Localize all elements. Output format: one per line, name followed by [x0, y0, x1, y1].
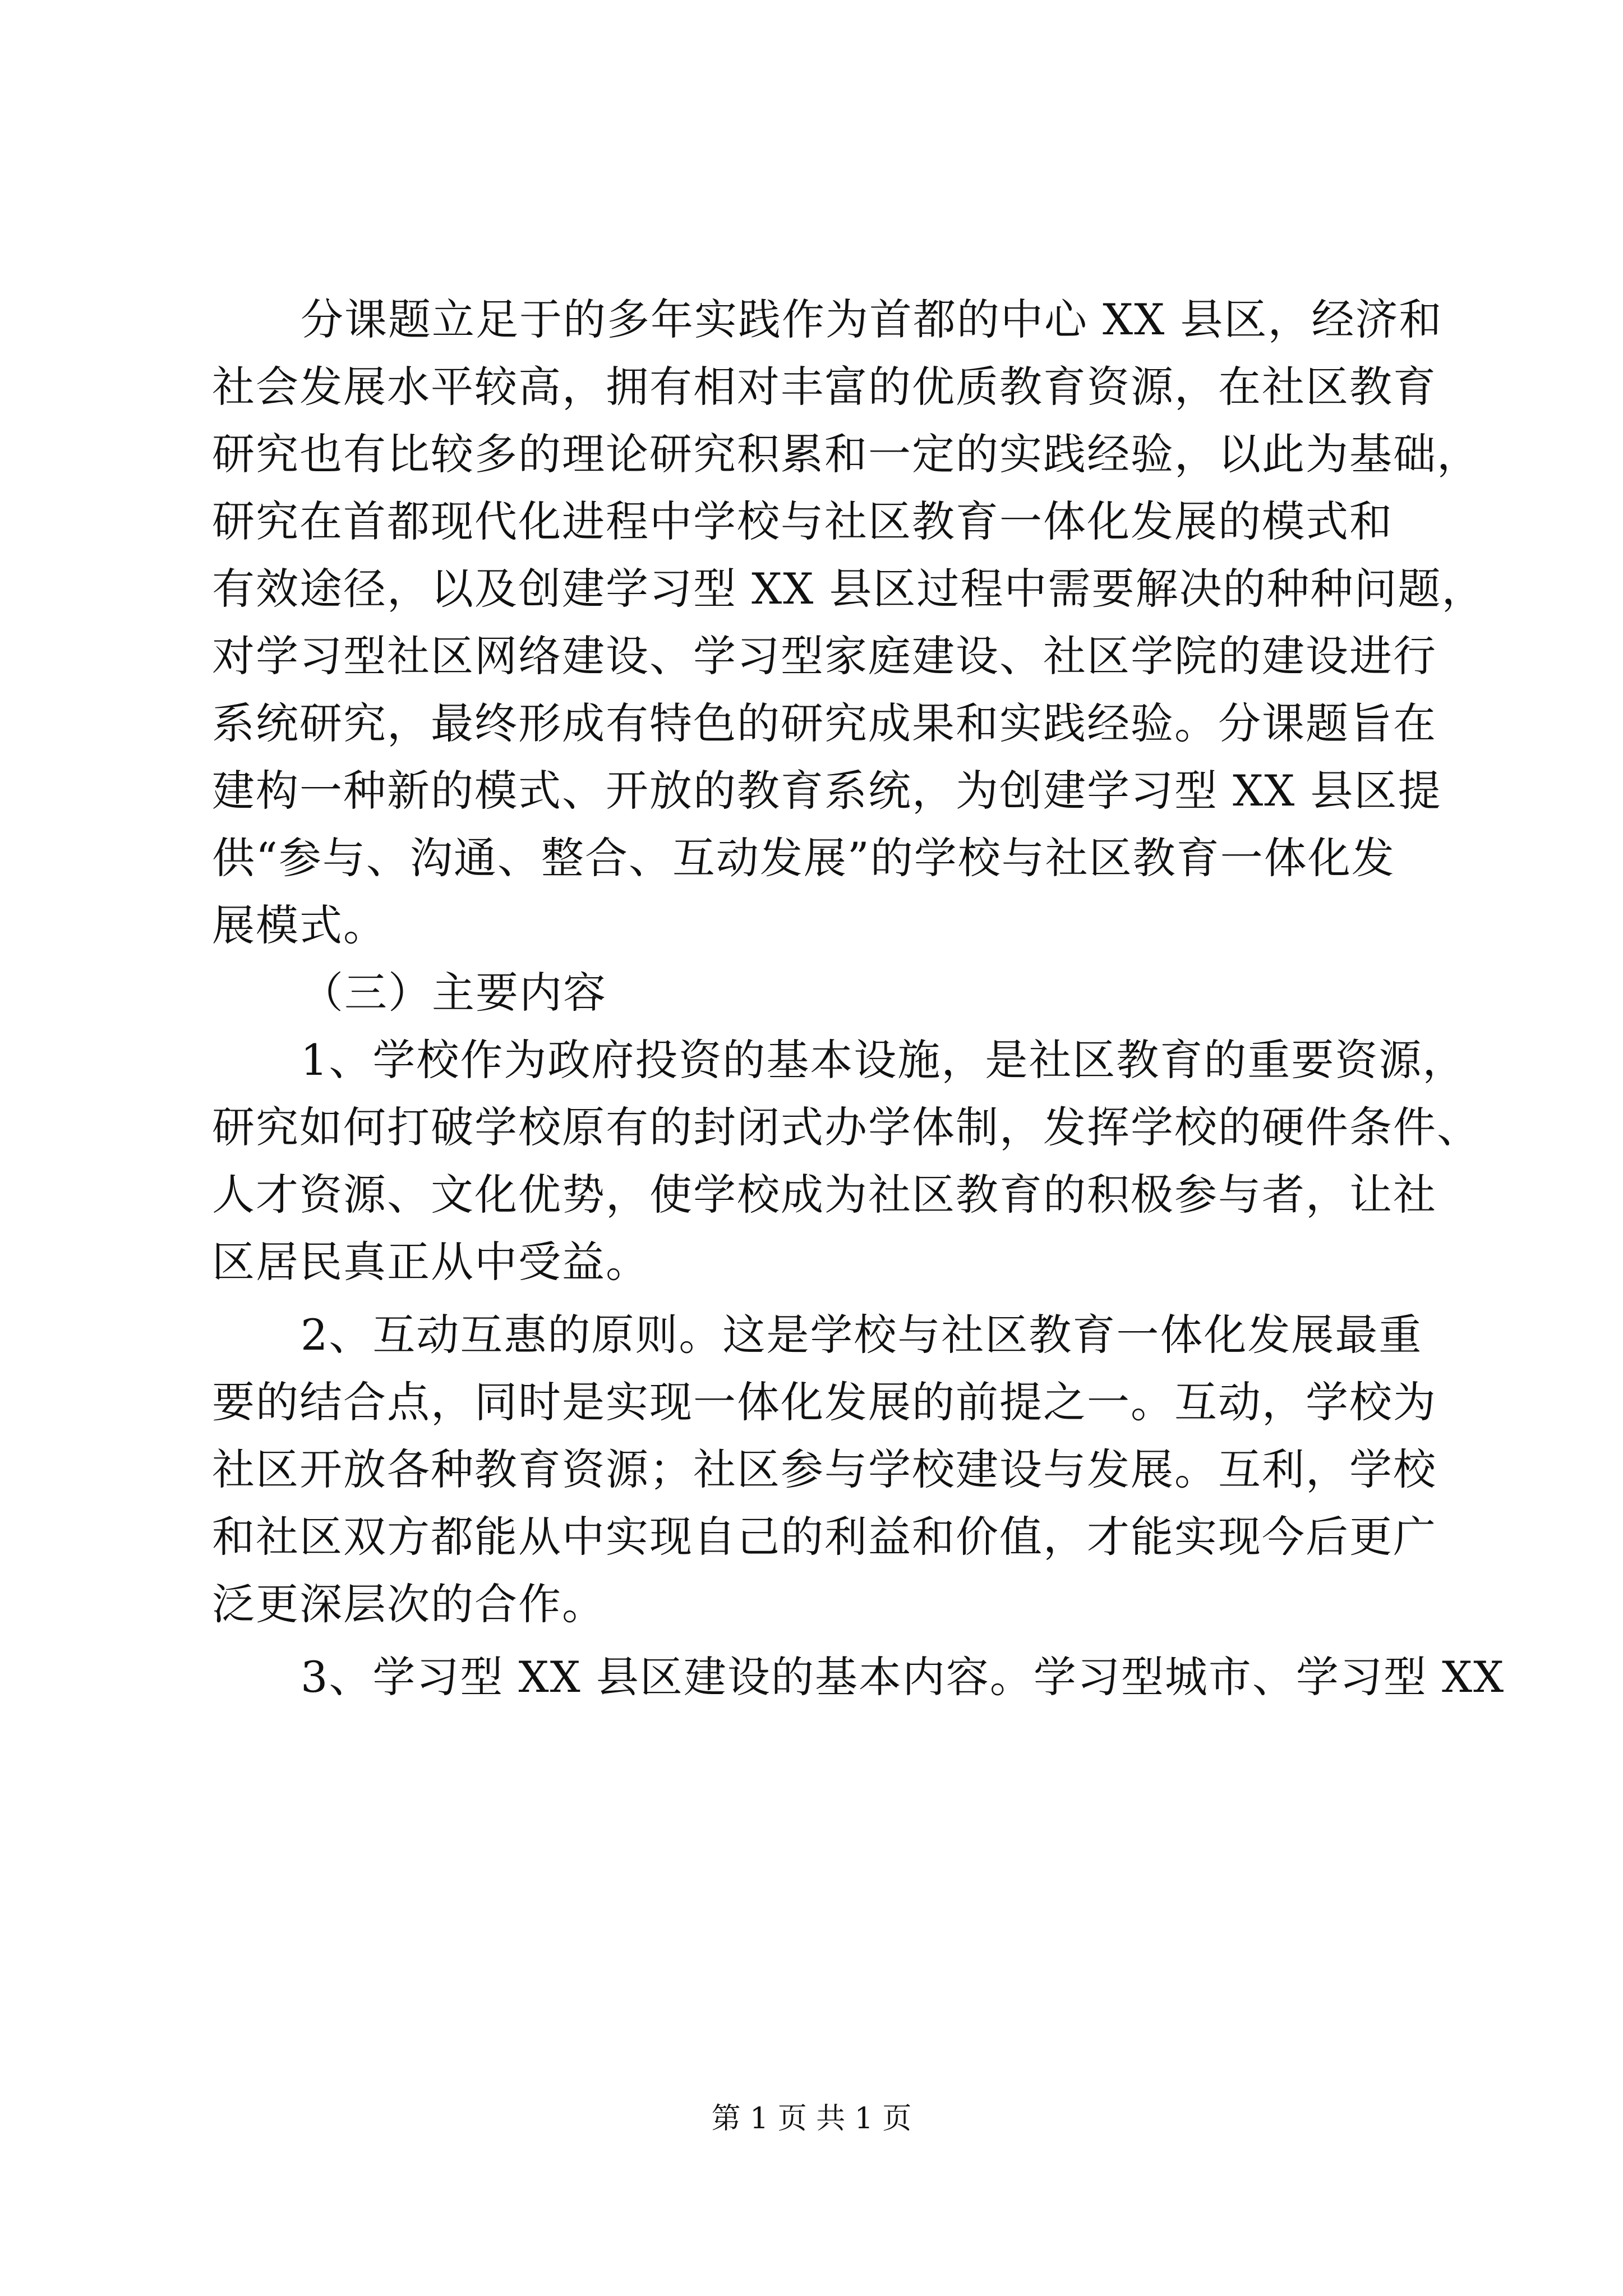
paragraph-line: 要的结合点，同时是实现一体化发展的前提之一。互动，学校为: [212, 1377, 1437, 1427]
paragraph-line: 有效途径，以及创建学习型 XX 县区过程中需要解决的种种问题，: [212, 564, 1486, 614]
paragraph-line: 区居民真正从中受益。: [212, 1237, 649, 1287]
paragraph-line: 展模式。: [212, 900, 387, 950]
paragraph-line: 社区开放各种教育资源；社区参与学校建设与发展。互利，学校: [212, 1444, 1437, 1494]
paragraph-line: 供“参与、沟通、整合、互动发展”的学校与社区教育一体化发: [212, 833, 1395, 883]
paragraph-line: 对学习型社区网络建设、学习型家庭建设、社区学院的建设进行: [212, 631, 1437, 681]
paragraph-line: 2、互动互惠的原则。这是学校与社区教育一体化发展最重: [301, 1310, 1423, 1360]
page-number-footer: 第 1 页 共 1 页: [711, 2102, 912, 2136]
paragraph-line: 分课题立足于的多年实践作为首都的中心 XX 县区，经济和: [301, 295, 1443, 344]
paragraph-line: 1、学校作为政府投资的基本设施，是社区教育的重要资源，: [301, 1035, 1467, 1085]
paragraph-line: 和社区双方都能从中实现自己的利益和价值，才能实现今后更广: [212, 1512, 1437, 1562]
section-heading: （三）主要内容: [301, 968, 607, 1018]
paragraph-line: 3、学习型 XX 县区建设的基本内容。学习型城市、学习型 XX: [301, 1652, 1505, 1702]
paragraph-line: 研究在首都现代化进程中学校与社区教育一体化发展的模式和: [212, 496, 1393, 546]
paragraph-line: 研究如何打破学校原有的封闭式办学体制，发挥学校的硬件条件、: [212, 1102, 1481, 1152]
paragraph-line: 人才资源、文化优势，使学校成为社区教育的积极参与者，让社: [212, 1170, 1437, 1220]
paragraph-line: 建构一种新的模式、开放的教育系统，为创建学习型 XX 县区提: [212, 766, 1442, 816]
paragraph-line: 研究也有比较多的理论研究积累和一定的实践经验，以此为基础，: [212, 429, 1481, 479]
paragraph-line: 系统研究，最终形成有特色的研究成果和实践经验。分课题旨在: [212, 698, 1437, 748]
paragraph-line: 泛更深层次的合作。: [212, 1579, 606, 1629]
paragraph-line: 社会发展水平较高，拥有相对丰富的优质教育资源，在社区教育: [212, 362, 1437, 412]
